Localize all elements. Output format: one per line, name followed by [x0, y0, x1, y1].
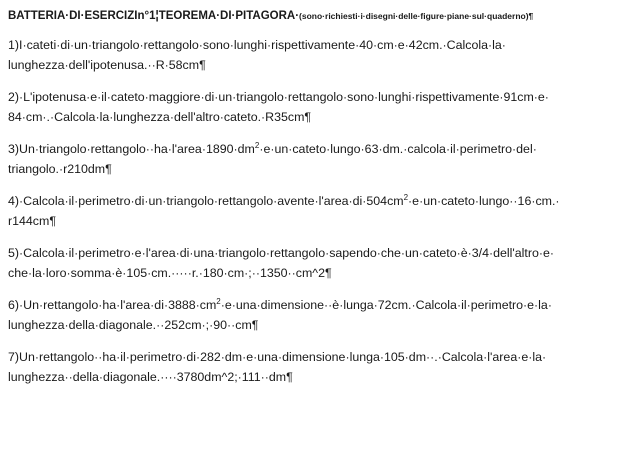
exercise-1: [8, 35, 620, 75]
document-title: [8, 8, 628, 24]
exercise-7-line-1: 7)Un·rettangolo··ha·il·perimetro·di·282·dm·e·una·dimensione·lunga·105·dm··.·Calcola·l'area·e·la·: [8, 350, 547, 364]
exercise-4-line-2: r144cm¶: [8, 214, 56, 228]
exercise-2-line-2: 84·cm·.·Calcola·la·lunghezza·dell'altro·cateto.·R35cm¶: [8, 110, 312, 124]
document-page: [8, 8, 628, 399]
exercise-3-line-1: [8, 139, 620, 159]
exercise-3: [8, 139, 620, 179]
title-note: (sono·richiesti·i·disegni·delle·figure·piane·sul·quaderno)¶: [299, 11, 534, 21]
exercise-3-superscript: 2: [254, 141, 260, 150]
exercise-5: [8, 243, 620, 283]
exercise-1-line-1: 1)I·cateti·di·un·triangolo·rettangolo·sono·lunghi·rispettivamente·40·cm·e·42cm.·Calcola·la·: [8, 38, 506, 52]
exercise-5-line-1: 5)·Calcola·il·perimetro·e·l'area·di·una·triangolo·rettangolo·sapendo·che·un·cateto·è·3/4·dell'altro·e·: [8, 246, 555, 260]
exercise-6-text-b: ·e·una·dimensione··è·lunga·72cm.·Calcola·il·perimetro·e·la·: [220, 298, 552, 312]
exercise-4-line-1: [8, 191, 620, 211]
exercise-6-line-2: lunghezza·della·diagonale.··252cm·;·90··cm¶: [8, 318, 259, 332]
exercise-4-superscript: 2: [403, 193, 409, 202]
exercise-3-text-a: 3)Un·triangolo·rettangolo··ha·l'area·1890·dm: [8, 142, 255, 156]
exercise-4-text-b: ·e·un·cateto·lungo··16·cm.·: [408, 194, 560, 208]
exercise-6: [8, 295, 620, 335]
exercise-6-superscript: 2: [216, 297, 221, 306]
exercise-2: [8, 87, 620, 127]
exercise-4-text-a: 4)·Calcola·il·perimetro·di·un·triangolo·rettangolo·avente·l'area·di·504cm: [8, 194, 404, 208]
exercise-3-text-b: ·e·un·cateto·lungo·63·dm.·calcola·il·perimetro·del·: [259, 142, 537, 156]
exercise-7: [8, 347, 620, 387]
exercise-1-line-2: lunghezza·dell'ipotenusa.··R·58cm¶: [8, 58, 206, 72]
exercise-2-line-1: 2)·L'ipotenusa·e·il·cateto·maggiore·di·un·triangolo·rettangolo·sono·lunghi·rispettivamente·91cm·e·: [8, 90, 549, 104]
exercise-3-line-2: triangolo.·r210dm¶: [8, 162, 112, 176]
exercise-5-line-2: che·la·loro·somma·è·105·cm.·····r.·180·cm·;··1350··cm^2¶: [8, 266, 332, 280]
exercise-6-text-a: 6)·Un·rettangolo·ha·l'area·di·3888·cm: [8, 298, 217, 312]
exercise-6-line-1: [8, 295, 620, 315]
exercise-7-line-2: lunghezza··della·diagonale.····3780dm^2;·111··dm¶: [8, 370, 293, 384]
exercise-4: [8, 191, 620, 231]
title-main: BATTERIA·DI·ESERCIZIn°1¦TEOREMA·DI·PITAGORA·: [8, 10, 300, 22]
